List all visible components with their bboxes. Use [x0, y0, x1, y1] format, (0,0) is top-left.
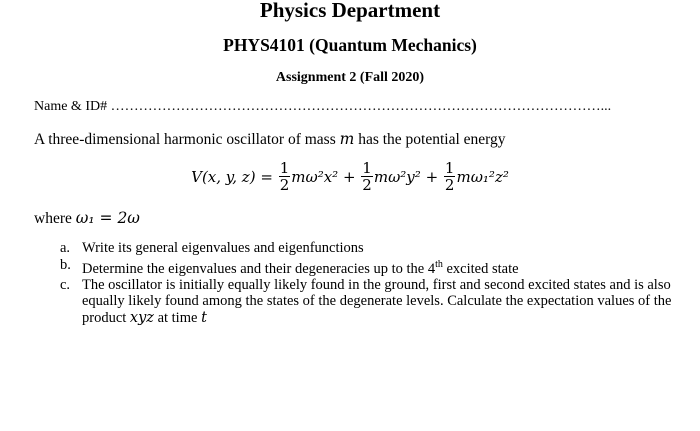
- fraction-one-half-3: [444, 160, 456, 193]
- question-text: [82, 277, 700, 327]
- question-c: [60, 277, 700, 327]
- where-prefix: where: [34, 210, 72, 227]
- equation-term-z: mω₁²z²: [456, 167, 509, 186]
- department-title: Physics Department: [259, 0, 441, 22]
- where-clause: [34, 209, 140, 228]
- question-label: b.: [60, 256, 71, 273]
- question-text: Write its general eigenvalues and eigenfunctions: [82, 240, 364, 256]
- course-title: PHYS4101 (Quantum Mechanics): [223, 35, 477, 55]
- question-text-before: Determine the eigenvalues and their degeneracies up to the 4: [82, 260, 436, 277]
- question-list: [60, 240, 700, 326]
- equation-term-x: mω²x² +: [291, 167, 356, 186]
- question-text: [82, 257, 700, 277]
- assignment-title: Assignment 2 (Fall 2020): [275, 70, 425, 85]
- fraction-numerator: 1: [362, 159, 372, 177]
- fraction-denominator: 2: [279, 176, 290, 194]
- name-id-line: Name & ID# ……………………………………………………………………………………………...: [34, 99, 612, 114]
- question-label: c.: [60, 276, 71, 293]
- intro-text-after: has the potential energy: [358, 131, 506, 148]
- time-text: at time: [157, 309, 198, 326]
- question-label: a.: [60, 240, 71, 256]
- intro-text-before: A three-dimensional harmonic oscillator of mass: [34, 131, 336, 148]
- question-text-after: excited state: [442, 260, 519, 277]
- fraction-denominator: 2: [444, 176, 455, 194]
- mass-symbol: m: [339, 130, 355, 148]
- problem-intro: [34, 130, 506, 149]
- question-text-main: The oscillator is initially equally likely found in the ground, first and second excited states and is also equally likely found among the states of the degenerate levels. Calculate the expectation values of the product: [82, 276, 672, 326]
- equation-lhs: V(x, y, z) =: [191, 167, 273, 186]
- omega-condition: ω₁ = 2ω: [75, 209, 140, 227]
- fraction-numerator: 1: [279, 159, 290, 177]
- product-symbol: xyz: [129, 309, 154, 326]
- fraction-one-half-1: [279, 160, 291, 193]
- time-symbol: t: [201, 309, 207, 326]
- question-a: [60, 240, 700, 257]
- potential-energy-equation: [0, 160, 700, 193]
- equation-term-y: mω²y² +: [373, 167, 439, 186]
- fraction-denominator: 2: [362, 176, 372, 194]
- fraction-numerator: 1: [444, 159, 455, 177]
- question-b: [60, 257, 700, 277]
- fraction-one-half-2: [361, 160, 373, 193]
- ordinal-superscript: th: [435, 258, 443, 270]
